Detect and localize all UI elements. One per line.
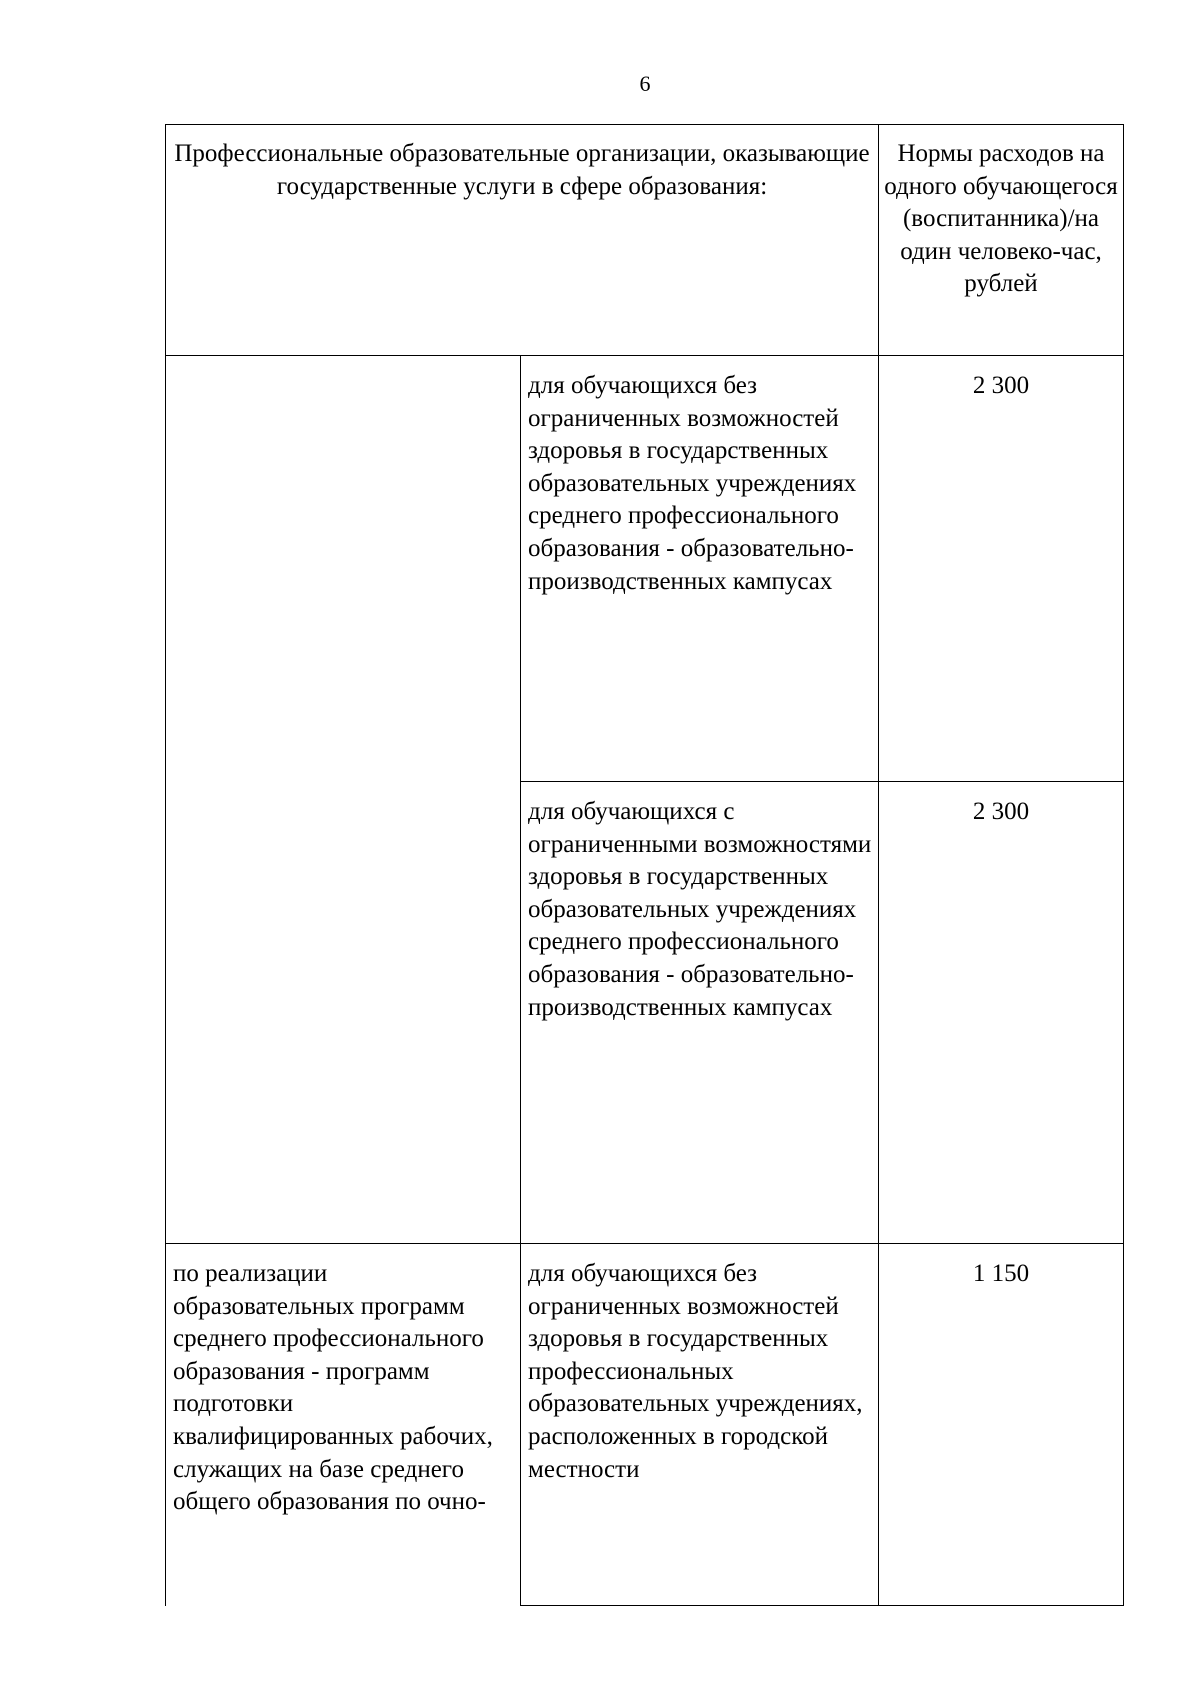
header-category-text: Профессиональные образовательные организации, оказывающие государственные услуги в сфере образования: bbox=[174, 140, 870, 200]
page-number: 6 bbox=[639, 71, 651, 96]
category-cell bbox=[521, 1244, 879, 1606]
norm-value: 1 150 bbox=[972, 1260, 1030, 1287]
header-category-cell bbox=[166, 125, 879, 356]
table-header-row bbox=[166, 125, 1124, 356]
category-text: для обучающихся с ограниченными возможностями здоровья в государственных образовательных учреждениях среднего профессионального образования - образовательно-производственных кампусах bbox=[528, 798, 872, 1021]
program-text: по реализации образовательных программ среднего профессионального образования - программ подготовки квалифицированных рабочих, служащих на базе среднего общего образования по очно- bbox=[173, 1260, 493, 1516]
program-cell bbox=[166, 1244, 521, 1606]
table-row bbox=[166, 356, 1124, 782]
category-cell bbox=[521, 782, 879, 1244]
program-cell bbox=[166, 356, 521, 1244]
category-text: для обучающихся без ограниченных возможностей здоровья в государственных образовательных учреждениях среднего профессионального образования - образовательно-производственных кампусах bbox=[528, 372, 857, 595]
header-norm-text: Нормы расходов на одного обучающегося (воспитанника)/на один человеко-час, рублей bbox=[884, 140, 1118, 298]
category-cell bbox=[521, 356, 879, 782]
value-cell bbox=[879, 356, 1124, 782]
table-row bbox=[166, 1244, 1124, 1606]
value-cell bbox=[879, 782, 1124, 1244]
value-cell bbox=[879, 1244, 1124, 1606]
norm-value: 2 300 bbox=[972, 798, 1030, 825]
header-norm-cell bbox=[879, 125, 1124, 356]
norm-value: 2 300 bbox=[972, 372, 1030, 399]
category-text: для обучающихся без ограниченных возможностей здоровья в государственных профессиональных образовательных учреждениях, расположенных в городской местности bbox=[528, 1260, 863, 1483]
norms-table bbox=[165, 124, 1124, 1606]
